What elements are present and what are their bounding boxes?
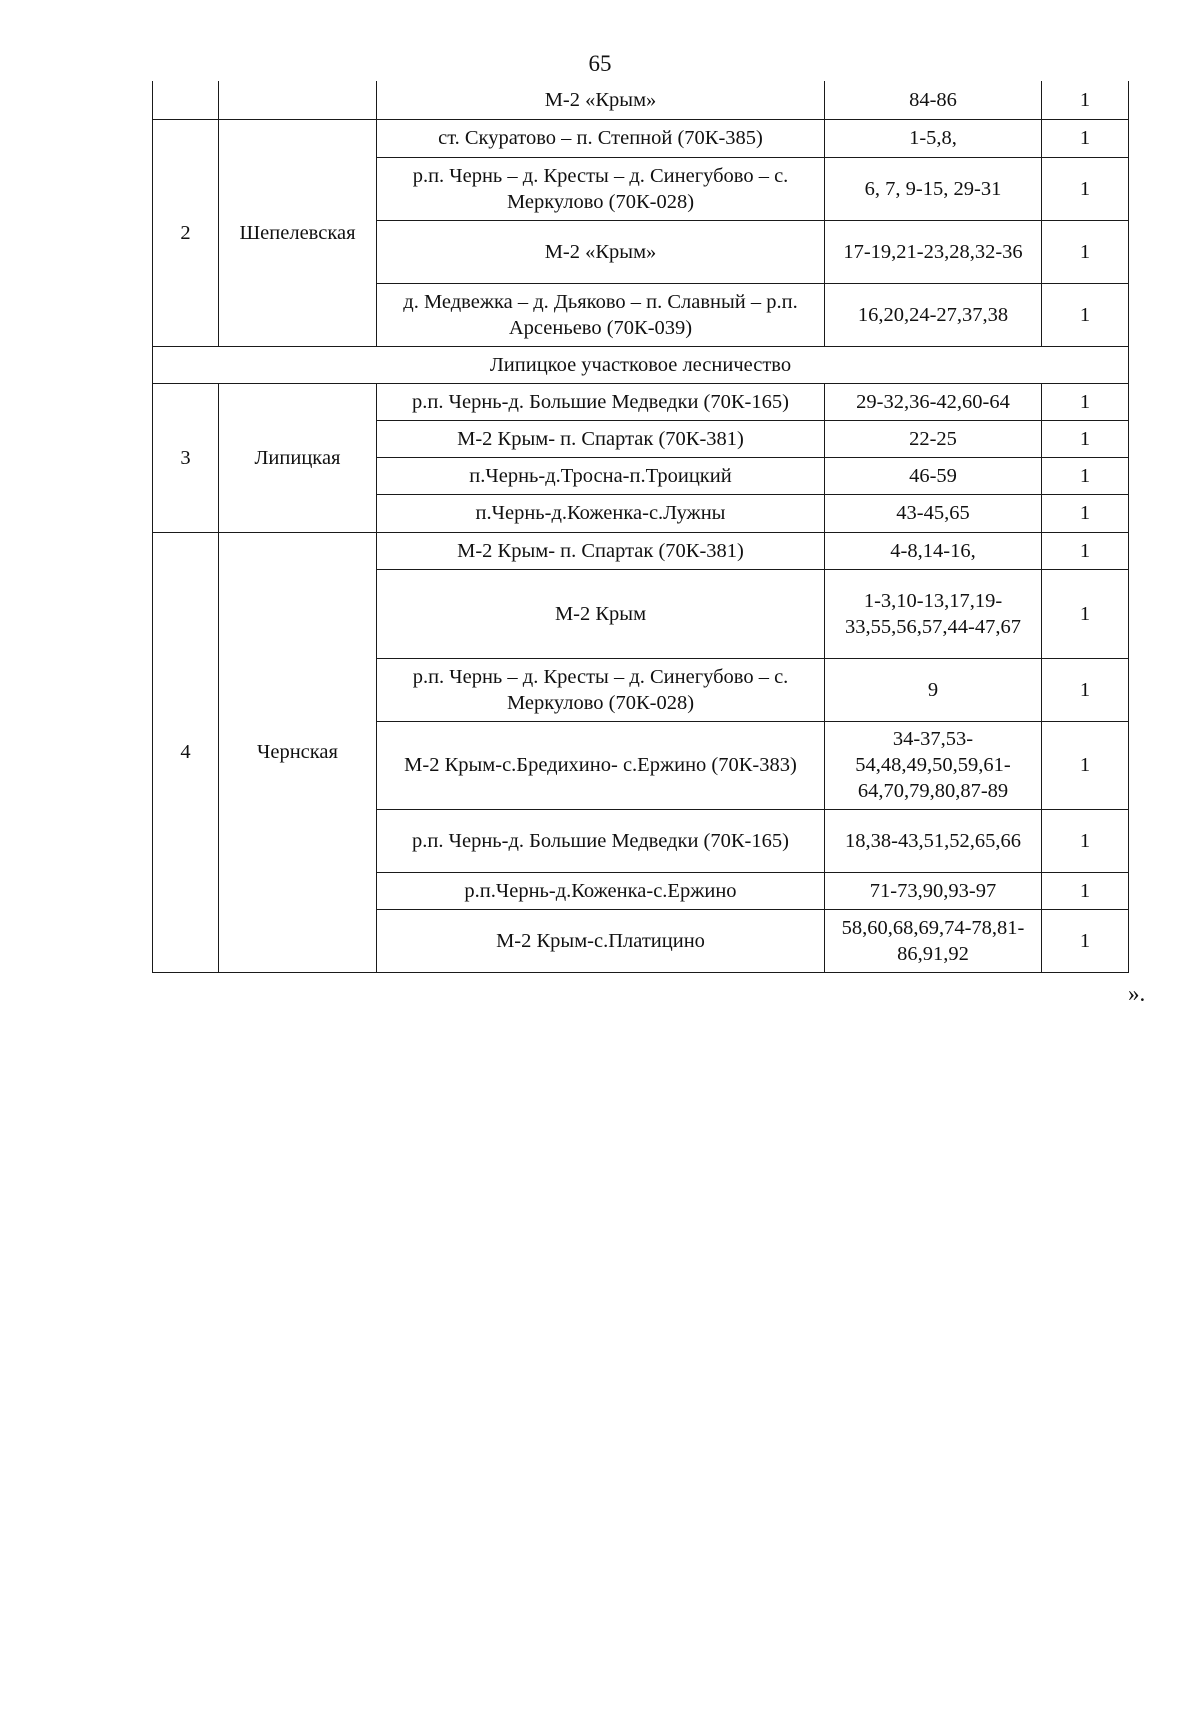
road-cell: ст. Скуратово – п. Степной (70К-385) [377, 119, 825, 157]
quarters-cell: 84-86 [825, 81, 1042, 119]
quarters-cell: 34-37,53-54,48,49,50,59,61-64,70,79,80,87-89 [825, 721, 1042, 809]
count-cell: 1 [1042, 721, 1129, 809]
quarters-cell: 71-73,90,93-97 [825, 872, 1042, 909]
road-cell: М-2 Крым [377, 569, 825, 658]
road-cell: р.п.Чернь-д.Коженка-с.Ержино [377, 872, 825, 909]
road-cell: М-2 Крым- п. Спартак (70К-381) [377, 532, 825, 569]
count-cell: 1 [1042, 283, 1129, 346]
quarters-cell: 4-8,14-16, [825, 532, 1042, 569]
table-row [153, 383, 1129, 420]
road-cell: п.Чернь-д.Тросна-п.Троицкий [377, 457, 825, 494]
count-cell: 1 [1042, 872, 1129, 909]
number-cell [153, 81, 219, 119]
quarters-cell: 17-19,21-23,28,32-36 [825, 220, 1042, 283]
road-cell: д. Медвежка – д. Дьяково – п. Славный – р.п. Арсеньево (70К-039) [377, 283, 825, 346]
count-cell: 1 [1042, 220, 1129, 283]
count-cell: 1 [1042, 119, 1129, 157]
quarters-cell: 1-3,10-13,17,19-33,55,56,57,44-47,67 [825, 569, 1042, 658]
quarters-cell: 16,20,24-27,37,38 [825, 283, 1042, 346]
table-row [153, 81, 1129, 119]
district-cell [219, 81, 377, 119]
count-cell: 1 [1042, 909, 1129, 972]
quarters-cell: 22-25 [825, 420, 1042, 457]
count-cell: 1 [1042, 457, 1129, 494]
count-cell: 1 [1042, 157, 1129, 220]
group-number-cell: 4 [153, 532, 219, 972]
count-cell: 1 [1042, 569, 1129, 658]
page-number: 65 [588, 51, 612, 76]
table-row [153, 532, 1129, 569]
district-name-cell: Чернская [219, 532, 377, 972]
road-cell: р.п. Чернь – д. Кресты – д. Синегубово – с. Меркулово (70К-028) [377, 658, 825, 721]
closing-quote: ». [1128, 981, 1146, 1006]
road-cell: М-2 Крым-с.Бредихино- с.Ержино (70К-383) [377, 721, 825, 809]
quarters-cell: 58,60,68,69,74-78,81-86,91,92 [825, 909, 1042, 972]
quarters-cell: 43-45,65 [825, 494, 1042, 532]
road-cell: М-2 Крым-с.Платицино [377, 909, 825, 972]
road-cell: М-2 «Крым» [377, 220, 825, 283]
quarters-cell: 46-59 [825, 457, 1042, 494]
count-cell: 1 [1042, 383, 1129, 420]
quarters-cell: 1-5,8, [825, 119, 1042, 157]
group-number-cell: 2 [153, 119, 219, 346]
road-cell: р.п. Чернь-д. Большие Медведки (70К-165) [377, 809, 825, 872]
road-cell: п.Чернь-д.Коженка-с.Лужны [377, 494, 825, 532]
forest-roads-table [152, 81, 1129, 973]
table-row [153, 119, 1129, 157]
quarters-cell: 9 [825, 658, 1042, 721]
group-number-cell: 3 [153, 383, 219, 532]
count-cell: 1 [1042, 81, 1129, 119]
quarters-cell: 6, 7, 9-15, 29-31 [825, 157, 1042, 220]
quarters-cell: 18,38-43,51,52,65,66 [825, 809, 1042, 872]
road-cell: М-2 Крым- п. Спартак (70К-381) [377, 420, 825, 457]
road-cell: М-2 «Крым» [377, 81, 825, 119]
count-cell: 1 [1042, 658, 1129, 721]
section-header: Липицкое участковое лесничество [153, 346, 1129, 383]
count-cell: 1 [1042, 532, 1129, 569]
quarters-cell: 29-32,36-42,60-64 [825, 383, 1042, 420]
district-name-cell: Шепелевская [219, 119, 377, 346]
district-name-cell: Липицкая [219, 383, 377, 532]
count-cell: 1 [1042, 494, 1129, 532]
road-cell: р.п. Чернь – д. Кресты – д. Синегубово – с. Меркулово (70К-028) [377, 157, 825, 220]
count-cell: 1 [1042, 420, 1129, 457]
count-cell: 1 [1042, 809, 1129, 872]
section-header-row [153, 346, 1129, 383]
road-cell: р.п. Чернь-д. Большие Медведки (70К-165) [377, 383, 825, 420]
